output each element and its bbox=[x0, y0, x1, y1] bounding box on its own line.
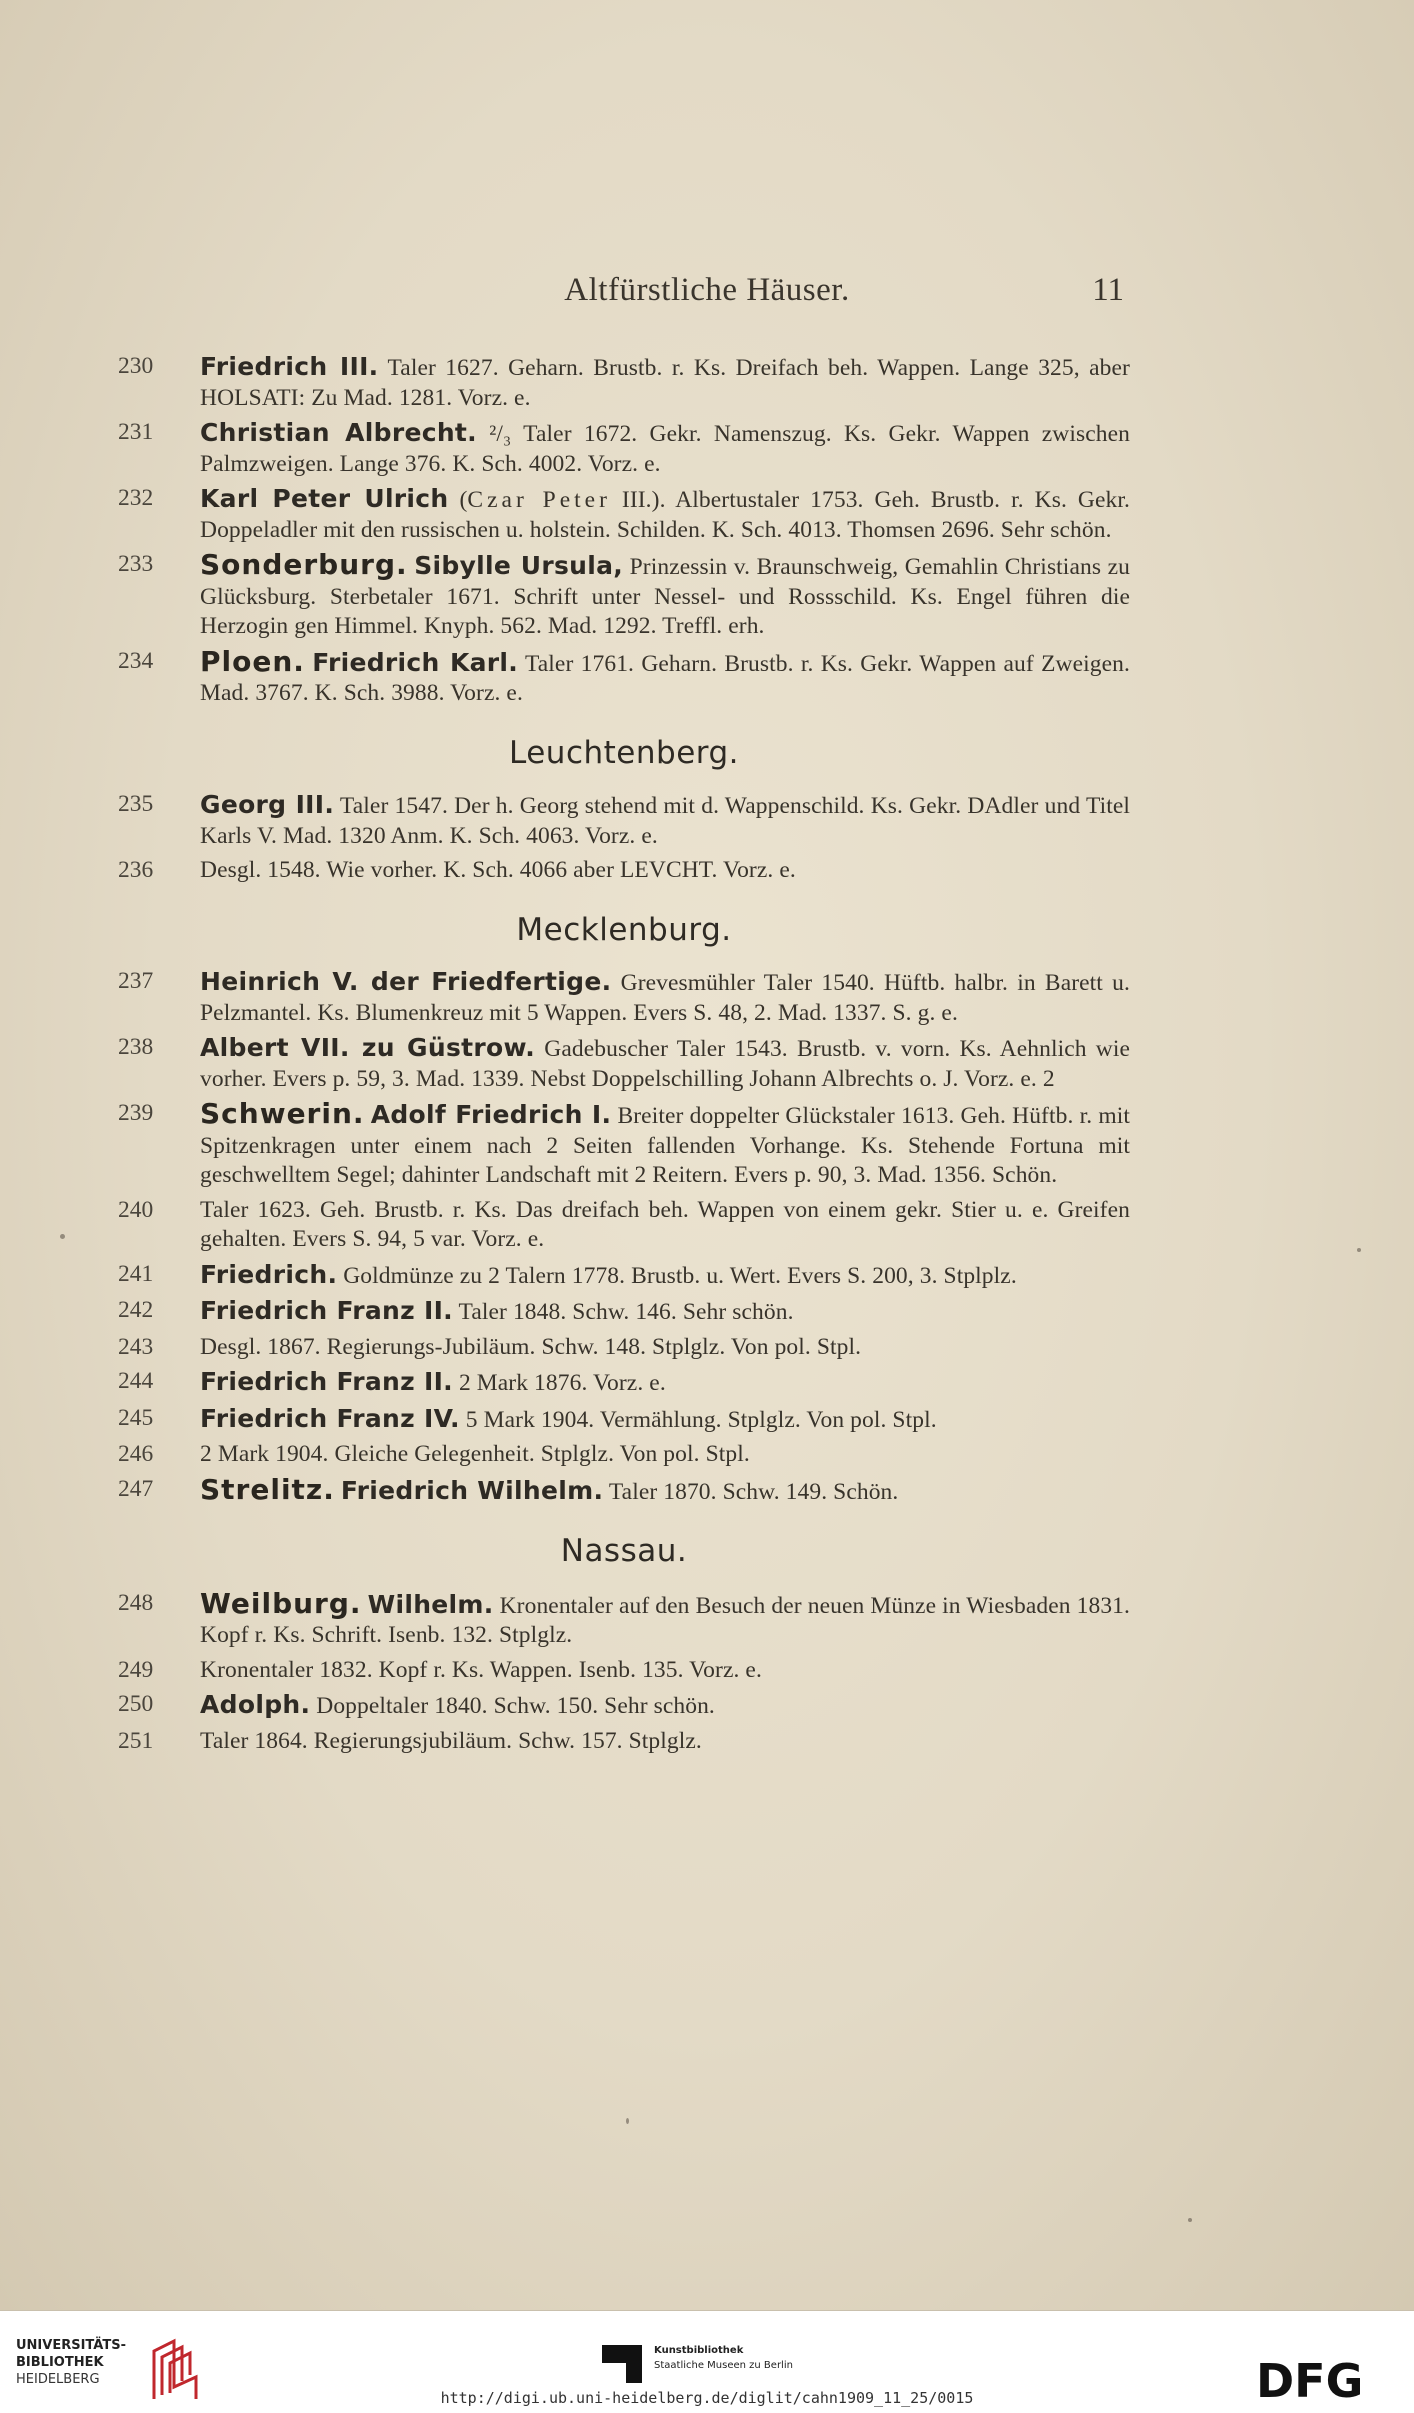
entry-text bbox=[200, 856, 1130, 886]
entry-number: 250 bbox=[118, 1691, 154, 1717]
entry-text bbox=[200, 1296, 1130, 1328]
entry-number: 251 bbox=[118, 1727, 154, 1754]
kunstbibliothek-icon bbox=[602, 2345, 642, 2383]
entry-text bbox=[200, 1440, 1130, 1470]
entry-number: 232 bbox=[118, 485, 154, 511]
ruler-name: Karl Peter Ulrich bbox=[200, 484, 449, 513]
catalog-entry bbox=[118, 1727, 1130, 1757]
section-heading: Nassau. bbox=[560, 1533, 688, 1569]
entry-number: 249 bbox=[118, 1656, 154, 1683]
entry-text bbox=[200, 550, 1130, 642]
ruler-name: Georg III. bbox=[200, 790, 335, 819]
ruler-name: Friedrich Franz IV. bbox=[200, 1403, 460, 1433]
catalog-entry bbox=[118, 1440, 1130, 1470]
entry-description: Desgl. 1867. Regierungs-Jubiläum. Schw. 148. Stplglz. Von pol. Stpl. bbox=[200, 1333, 862, 1360]
section-heading: Leuchtenberg. bbox=[509, 734, 739, 771]
catalog-entry bbox=[118, 1367, 1130, 1399]
entry-number: 243 bbox=[118, 1333, 154, 1360]
ink-speck bbox=[1188, 2218, 1192, 2222]
entry-description: Taler 1761. Geharn. Brustb. r. Ks. Gekr. Wappen auf Zweigen. Mad. 3767. K. Sch. 3988. Vorz. e. bbox=[200, 650, 1130, 706]
catalog-entry bbox=[118, 1099, 1130, 1191]
ruler-name: Friedrich Franz II. bbox=[200, 1367, 453, 1396]
entry-number: 240 bbox=[118, 1196, 154, 1223]
ruler-name: Friedrich Wilhelm. bbox=[340, 1475, 604, 1505]
entry-description: Gadebuscher Taler 1543. Brustb. v. vorn. Ks. Aehnlich wie vorher. Evers p. 59, 3. Mad. 1339. Nebst Doppelschilling Johann Albrechts o. J. Vorz. e. 2 bbox=[200, 1036, 1130, 1092]
catalog-entry bbox=[118, 1296, 1130, 1328]
ruler-name: Adolf Friedrich I. bbox=[370, 1100, 612, 1129]
entry-text bbox=[200, 1586, 1130, 1651]
entry-number: 247 bbox=[118, 1475, 154, 1502]
catalog-entry bbox=[118, 1033, 1130, 1094]
entry-number: 235 bbox=[118, 791, 154, 817]
place-name: Schwerin. bbox=[200, 1097, 365, 1130]
entry-number: 242 bbox=[118, 1297, 154, 1323]
entry-description: Taler 1547. Der h. Georg stehend mit d. Wappenschild. Ks. Gekr. DAdler und Titel Karls V. Mad. 1320 Anm. K. Sch. 4063. Vorz. e. bbox=[200, 793, 1130, 849]
entry-text bbox=[200, 352, 1130, 413]
entry-text bbox=[200, 1404, 1130, 1436]
dfg-logo-text: DFG bbox=[1256, 2355, 1364, 2405]
kunstbibliothek-text: Kunstbibliothek Staatliche Museen zu Berlin bbox=[654, 2345, 793, 2371]
entry-description: ( bbox=[448, 487, 468, 513]
entry-text bbox=[200, 484, 1130, 545]
place-name: Strelitz. bbox=[200, 1472, 335, 1506]
entry-text bbox=[200, 1033, 1130, 1094]
entry-description: Breiter doppelter Glückstaler 1613. Geh. Hüftb. r. mit Spitzenkragen unter einem nach 2 Seiten fallenden Vorhange. Ks. Stehende Fortuna mit geschwelltem Segel; dahinter Landschaft mit 2 Reitern. Evers p. 90, 3. Mad. 1356. Schön. bbox=[200, 1103, 1130, 1188]
entry-description: Goldmünze zu 2 Talern 1778. Brustb. u. Wert. Evers S. 200, 3. Stplplz. bbox=[337, 1262, 1017, 1289]
footer-bar bbox=[0, 2310, 1414, 2413]
source-url[interactable]: http://digi.ub.uni-heidelberg.de/diglit/cahn1909_11_25/0015 bbox=[440, 2389, 974, 2407]
entry-text bbox=[200, 644, 1130, 709]
catalog-entry bbox=[118, 1404, 1130, 1436]
catalog-entry bbox=[118, 1260, 1130, 1292]
entry-number: 241 bbox=[118, 1260, 154, 1287]
spaced-text: Czar Peter bbox=[467, 487, 611, 513]
section-heading: Mecklenburg. bbox=[516, 911, 732, 948]
entry-text bbox=[200, 1472, 1130, 1508]
entry-number: 234 bbox=[118, 647, 154, 674]
ruler-name: Wilhelm. bbox=[367, 1589, 494, 1619]
entry-text bbox=[200, 1727, 1130, 1757]
entry-description: ²/₃ Taler 1672. Gekr. Namenszug. Ks. Gekr. Wappen zwischen Palmzweigen. Lange 376. K. Sch. 4002. Vorz. e. bbox=[200, 421, 1130, 477]
catalog-entry bbox=[118, 644, 1130, 709]
ink-speck bbox=[1357, 1248, 1361, 1252]
kunstbibliothek-logo[interactable] bbox=[602, 2337, 862, 2387]
ruler-name: Friedrich Franz II. bbox=[200, 1296, 453, 1325]
ruler-name: Sibylle Ursula, bbox=[414, 551, 624, 580]
catalog-entry bbox=[118, 352, 1130, 413]
ruler-name: Heinrich V. der Friedfertige. bbox=[200, 967, 612, 996]
entry-number: 230 bbox=[118, 353, 154, 379]
catalog-entry bbox=[118, 1472, 1130, 1508]
place-name: Ploen. bbox=[200, 644, 305, 678]
catalog-entry bbox=[118, 967, 1130, 1028]
catalog-entry bbox=[118, 550, 1130, 642]
catalog-entry bbox=[118, 1656, 1130, 1686]
place-name: Sonderburg. bbox=[200, 548, 408, 581]
entry-number: 244 bbox=[118, 1368, 154, 1394]
ruler-name: Adolph. bbox=[200, 1690, 311, 1719]
catalog-entry bbox=[118, 1586, 1130, 1651]
entry-description: 2 Mark 1904. Gleiche Gelegenheit. Stplglz. Von pol. Stpl. bbox=[200, 1441, 750, 1467]
ruler-name: Albert VII. zu Güstrow. bbox=[200, 1033, 536, 1062]
place-name: Weilburg. bbox=[200, 1586, 362, 1620]
entry-description: III.). Albertustaler 1753. Geh. Brustb. r. Ks. Gekr. Doppeladler mit den russischen u. holstein. Schilden. K. Sch. 4013. Thomsen 2696. Sehr schön. bbox=[200, 487, 1130, 543]
page-number: 11 bbox=[1092, 272, 1124, 308]
entry-text bbox=[200, 1333, 1130, 1363]
ink-speck bbox=[60, 1234, 65, 1239]
entry-text bbox=[200, 1260, 1130, 1292]
entry-text bbox=[200, 1367, 1130, 1399]
entry-number: 246 bbox=[118, 1441, 154, 1467]
catalog-entry bbox=[118, 1690, 1130, 1722]
catalog-entry bbox=[118, 1196, 1130, 1255]
entry-description: Taler 1623. Geh. Brustb. r. Ks. Das dreifach beh. Wappen von einem gekr. Stier u. e. Greifen gehalten. Evers S. 94, 5 var. Vorz. e. bbox=[200, 1196, 1130, 1252]
entry-text bbox=[200, 418, 1130, 479]
running-title: Altfürstliche Häuser. bbox=[564, 272, 850, 308]
ruler-name: Friedrich. bbox=[200, 1259, 338, 1289]
entry-number: 239 bbox=[118, 1100, 154, 1126]
entry-number: 236 bbox=[118, 857, 154, 883]
running-head bbox=[0, 272, 1414, 322]
entry-description: 5 Mark 1904. Vermählung. Stplglz. Von pol. Stpl. bbox=[459, 1406, 937, 1433]
entry-description: Prinzessin v. Braunschweig, Gemahlin Christians zu Glücksburg. Sterbetaler 1671. Schrift unter Nessel- und Rossschild. Ks. Engel führen die Herzogin gen Himmel. Knyph. 562. Mad. 1292. Treffl. erh. bbox=[200, 554, 1130, 639]
entry-text bbox=[200, 1690, 1130, 1722]
entry-description: Grevesmühler Taler 1540. Hüftb. halbr. in Barett u. Pelzmantel. Ks. Blumenkreuz mit 5 Wappen. Evers S. 48, 2. Mad. 1337. S. g. e. bbox=[200, 970, 1130, 1026]
entry-text bbox=[200, 1656, 1130, 1686]
entry-description: Kronentaler 1832. Kopf r. Ks. Wappen. Isenb. 135. Vorz. e. bbox=[200, 1656, 762, 1683]
entry-number: 237 bbox=[118, 968, 154, 994]
entry-text bbox=[200, 790, 1130, 851]
entry-description: Taler 1848. Schw. 146. Sehr schön. bbox=[452, 1299, 794, 1325]
entry-description: Taler 1870. Schw. 149. Schön. bbox=[603, 1478, 899, 1505]
entry-number: 238 bbox=[118, 1034, 154, 1060]
catalog-entry bbox=[118, 484, 1130, 545]
entry-description: Doppeltaler 1840. Schw. 150. Sehr schön. bbox=[310, 1693, 715, 1719]
entry-description: Taler 1864. Regierungsjubiläum. Schw. 157. Stplglz. bbox=[200, 1727, 702, 1754]
catalog-entry bbox=[118, 418, 1130, 479]
entry-description: Kronentaler auf den Besuch der neuen Münze in Wiesbaden 1831. Kopf r. Ks. Schrift. Isenb. 132. Stplglz. bbox=[200, 1592, 1130, 1648]
ruler-name: Christian Albrecht. bbox=[200, 418, 477, 447]
ruler-name: Friedrich Karl. bbox=[312, 647, 519, 677]
catalog-entry bbox=[118, 856, 1130, 886]
catalog-entry bbox=[118, 1333, 1130, 1363]
entry-text bbox=[200, 967, 1130, 1028]
entry-number: 231 bbox=[118, 419, 154, 445]
ruler-name: Friedrich III. bbox=[200, 352, 379, 381]
catalog-entry bbox=[118, 790, 1130, 851]
entry-description: Taler 1627. Geharn. Brustb. r. Ks. Dreifach beh. Wappen. Lange 325, aber HOLSATI: Zu Mad. 1281. Vorz. e. bbox=[200, 355, 1130, 411]
entry-number: 248 bbox=[118, 1589, 154, 1616]
entry-number: 245 bbox=[118, 1404, 154, 1431]
ub-heidelberg-text: UNIVERSITÄTS- BIBLIOTHEK HEIDELBERG bbox=[16, 2338, 126, 2387]
ink-speck bbox=[626, 2118, 629, 2124]
entry-description: 2 Mark 1876. Vorz. e. bbox=[452, 1370, 666, 1396]
entry-text bbox=[200, 1099, 1130, 1191]
entry-description: Desgl. 1548. Wie vorher. K. Sch. 4066 aber LEVCHT. Vorz. e. bbox=[200, 857, 796, 883]
entry-text bbox=[200, 1196, 1130, 1255]
entry-number: 233 bbox=[118, 551, 154, 577]
catalog-content bbox=[118, 352, 1130, 1761]
